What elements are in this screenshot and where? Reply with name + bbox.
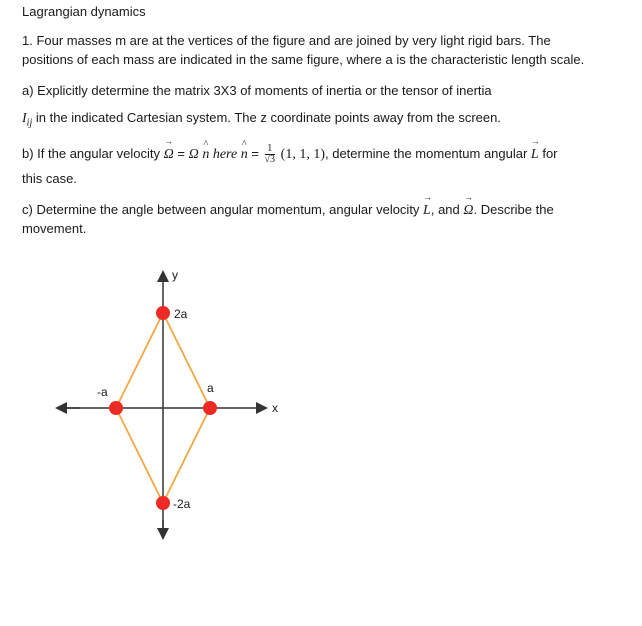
label-top-2a: 2a: [174, 307, 188, 321]
fraction-denominator: √3: [264, 154, 276, 165]
label-bottom-neg2a: -2a: [173, 497, 191, 511]
L-vector-symbol-c: → L: [423, 203, 431, 219]
omega-vector-symbol-c: → Ω: [463, 203, 473, 219]
mass-top: [156, 306, 170, 320]
label-right-a: a: [207, 381, 214, 395]
omega-vector-symbol: → Ω: [164, 147, 174, 163]
part-c-line-2: movement.: [22, 221, 87, 236]
part-b-line-2: this case.: [22, 171, 77, 186]
part-c-suffix: . Describe the: [473, 202, 554, 217]
inertia-symbol: I: [22, 111, 27, 126]
L-vector-symbol: → L: [531, 147, 539, 163]
problem-text-line-1: 1. Four masses m are at the vertices of the figure and are joined by very light rigid bars. The: [22, 33, 551, 48]
here-text: here: [209, 146, 241, 162]
part-c-prefix: c) Determine the angle between angular momentum, angular velocity: [22, 202, 424, 217]
part-c-and: , and: [430, 202, 464, 217]
mass-right: [203, 401, 217, 415]
label-left-neg-a: -a: [97, 385, 108, 399]
n-hat-symbol-2: ^ n: [241, 147, 248, 163]
mass-bottom: [156, 496, 170, 510]
mass-left: [109, 401, 123, 415]
part-a-line-1: a) Explicitly determine the matrix 3X3 of moments of inertia or the tensor of inertia: [22, 83, 492, 98]
omega-symbol: Ω: [188, 146, 199, 162]
part-b-prefix: b) If the angular velocity: [22, 145, 164, 161]
equals-2: =: [247, 145, 263, 161]
axis-x-label: x: [272, 401, 278, 415]
problem-text-line-2: positions of each mass are indicated in the same figure, where a is the characteristic length scale.: [22, 52, 585, 67]
page-title: Lagrangian dynamics: [22, 4, 146, 19]
axis-y-label: y: [172, 268, 178, 282]
for-text: for: [538, 145, 558, 161]
unit-vector: (1, 1, 1): [280, 146, 325, 162]
equals-1: =: [173, 145, 189, 161]
fraction-numerator: 1: [265, 144, 276, 155]
inertia-subscript: ij: [26, 117, 33, 129]
part-a-line-2-text: in the indicated Cartesian system. The z coordinate points away from the screen.: [32, 110, 501, 125]
n-hat-symbol: ^ n: [202, 147, 209, 163]
part-b-suffix: , determine the momentum angular: [324, 145, 531, 161]
